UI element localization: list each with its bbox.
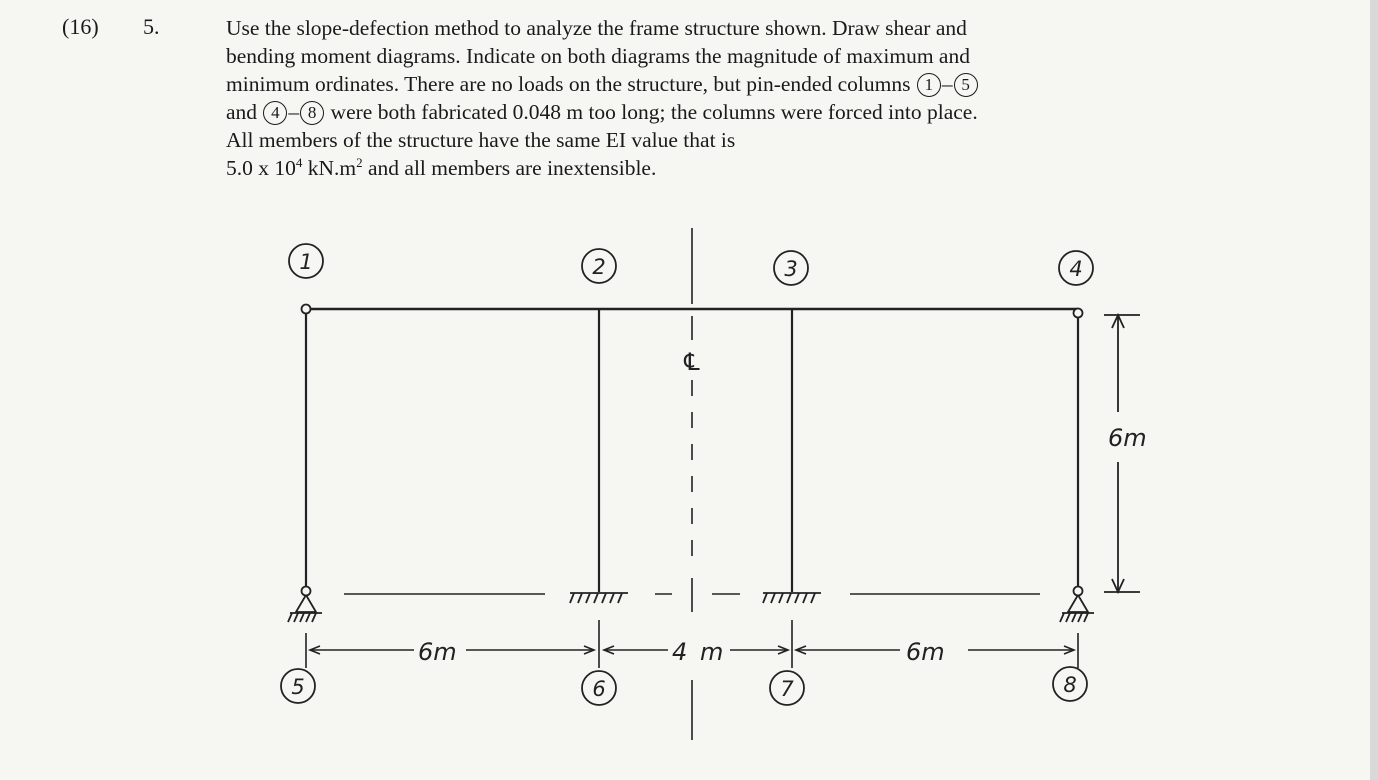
node-ref-4: 4 bbox=[263, 101, 287, 125]
node-ref-8: 8 bbox=[300, 101, 324, 125]
node-4 bbox=[1059, 251, 1093, 285]
pin-node-4 bbox=[1074, 309, 1083, 318]
node-1 bbox=[289, 244, 323, 278]
node-5-label: 5 bbox=[291, 675, 305, 699]
problem-line-1: Use the slope-defection method to analyze the frame structure shown. Draw shear and bbox=[226, 16, 967, 40]
node-4-label: 4 bbox=[1069, 257, 1083, 281]
span-label-1: 6m bbox=[418, 638, 457, 666]
question-number: 5. bbox=[143, 14, 160, 39]
node-2 bbox=[582, 249, 616, 283]
problem-line-3-text: minimum ordinates. There are no loads on the structure, but pin-ended columns bbox=[226, 72, 911, 96]
dash-1: – bbox=[941, 72, 953, 96]
node-6-label: 6 bbox=[592, 677, 606, 701]
span-label-2-number: 4 bbox=[672, 638, 688, 666]
problem-line-6-end: and all members are inextensible. bbox=[362, 156, 657, 180]
node-7 bbox=[770, 671, 804, 705]
ei-unit: kN.m bbox=[302, 156, 357, 180]
node-2-label: 2 bbox=[592, 255, 606, 279]
centerline-symbol: ℄ bbox=[681, 348, 703, 376]
node-ref-1: 1 bbox=[917, 73, 941, 97]
node-6 bbox=[582, 671, 616, 705]
problem-line-2: bending moment diagrams. Indicate on both diagrams the magnitude of maximum and bbox=[226, 44, 970, 68]
node-3-label: 3 bbox=[784, 257, 798, 281]
ei-unit-exponent: 2 bbox=[356, 154, 363, 170]
height-label: 6m bbox=[1108, 424, 1147, 452]
node-1-label: 1 bbox=[299, 250, 313, 274]
node-3 bbox=[774, 251, 808, 285]
ei-exponent: 4 bbox=[295, 154, 303, 170]
pin-support-8 bbox=[1060, 587, 1094, 623]
node-5 bbox=[281, 669, 315, 703]
span-label-2-unit: m bbox=[700, 638, 724, 666]
height-dimension bbox=[1104, 315, 1140, 592]
fixed-support-7 bbox=[763, 593, 821, 603]
problem-line-5: All members of the structure have the same EI value that is bbox=[226, 128, 736, 152]
points-label: (16) bbox=[62, 14, 99, 39]
node-8-label: 8 bbox=[1063, 673, 1077, 697]
node-7-label: 7 bbox=[780, 677, 794, 701]
problem-line-4-text: were both fabricated 0.048 m too long; the columns were forced into place. bbox=[330, 100, 978, 124]
problem-line-4-and: and bbox=[226, 100, 258, 124]
fixed-support-6 bbox=[570, 593, 628, 603]
pin-support-5 bbox=[288, 587, 322, 623]
node-8 bbox=[1053, 667, 1087, 701]
ei-value: 5.0 x 10 bbox=[226, 156, 296, 180]
dash-2: – bbox=[288, 100, 300, 124]
pin-node-1 bbox=[302, 305, 311, 314]
node-ref-5: 5 bbox=[954, 73, 978, 97]
span-label-3: 6m bbox=[906, 638, 945, 666]
